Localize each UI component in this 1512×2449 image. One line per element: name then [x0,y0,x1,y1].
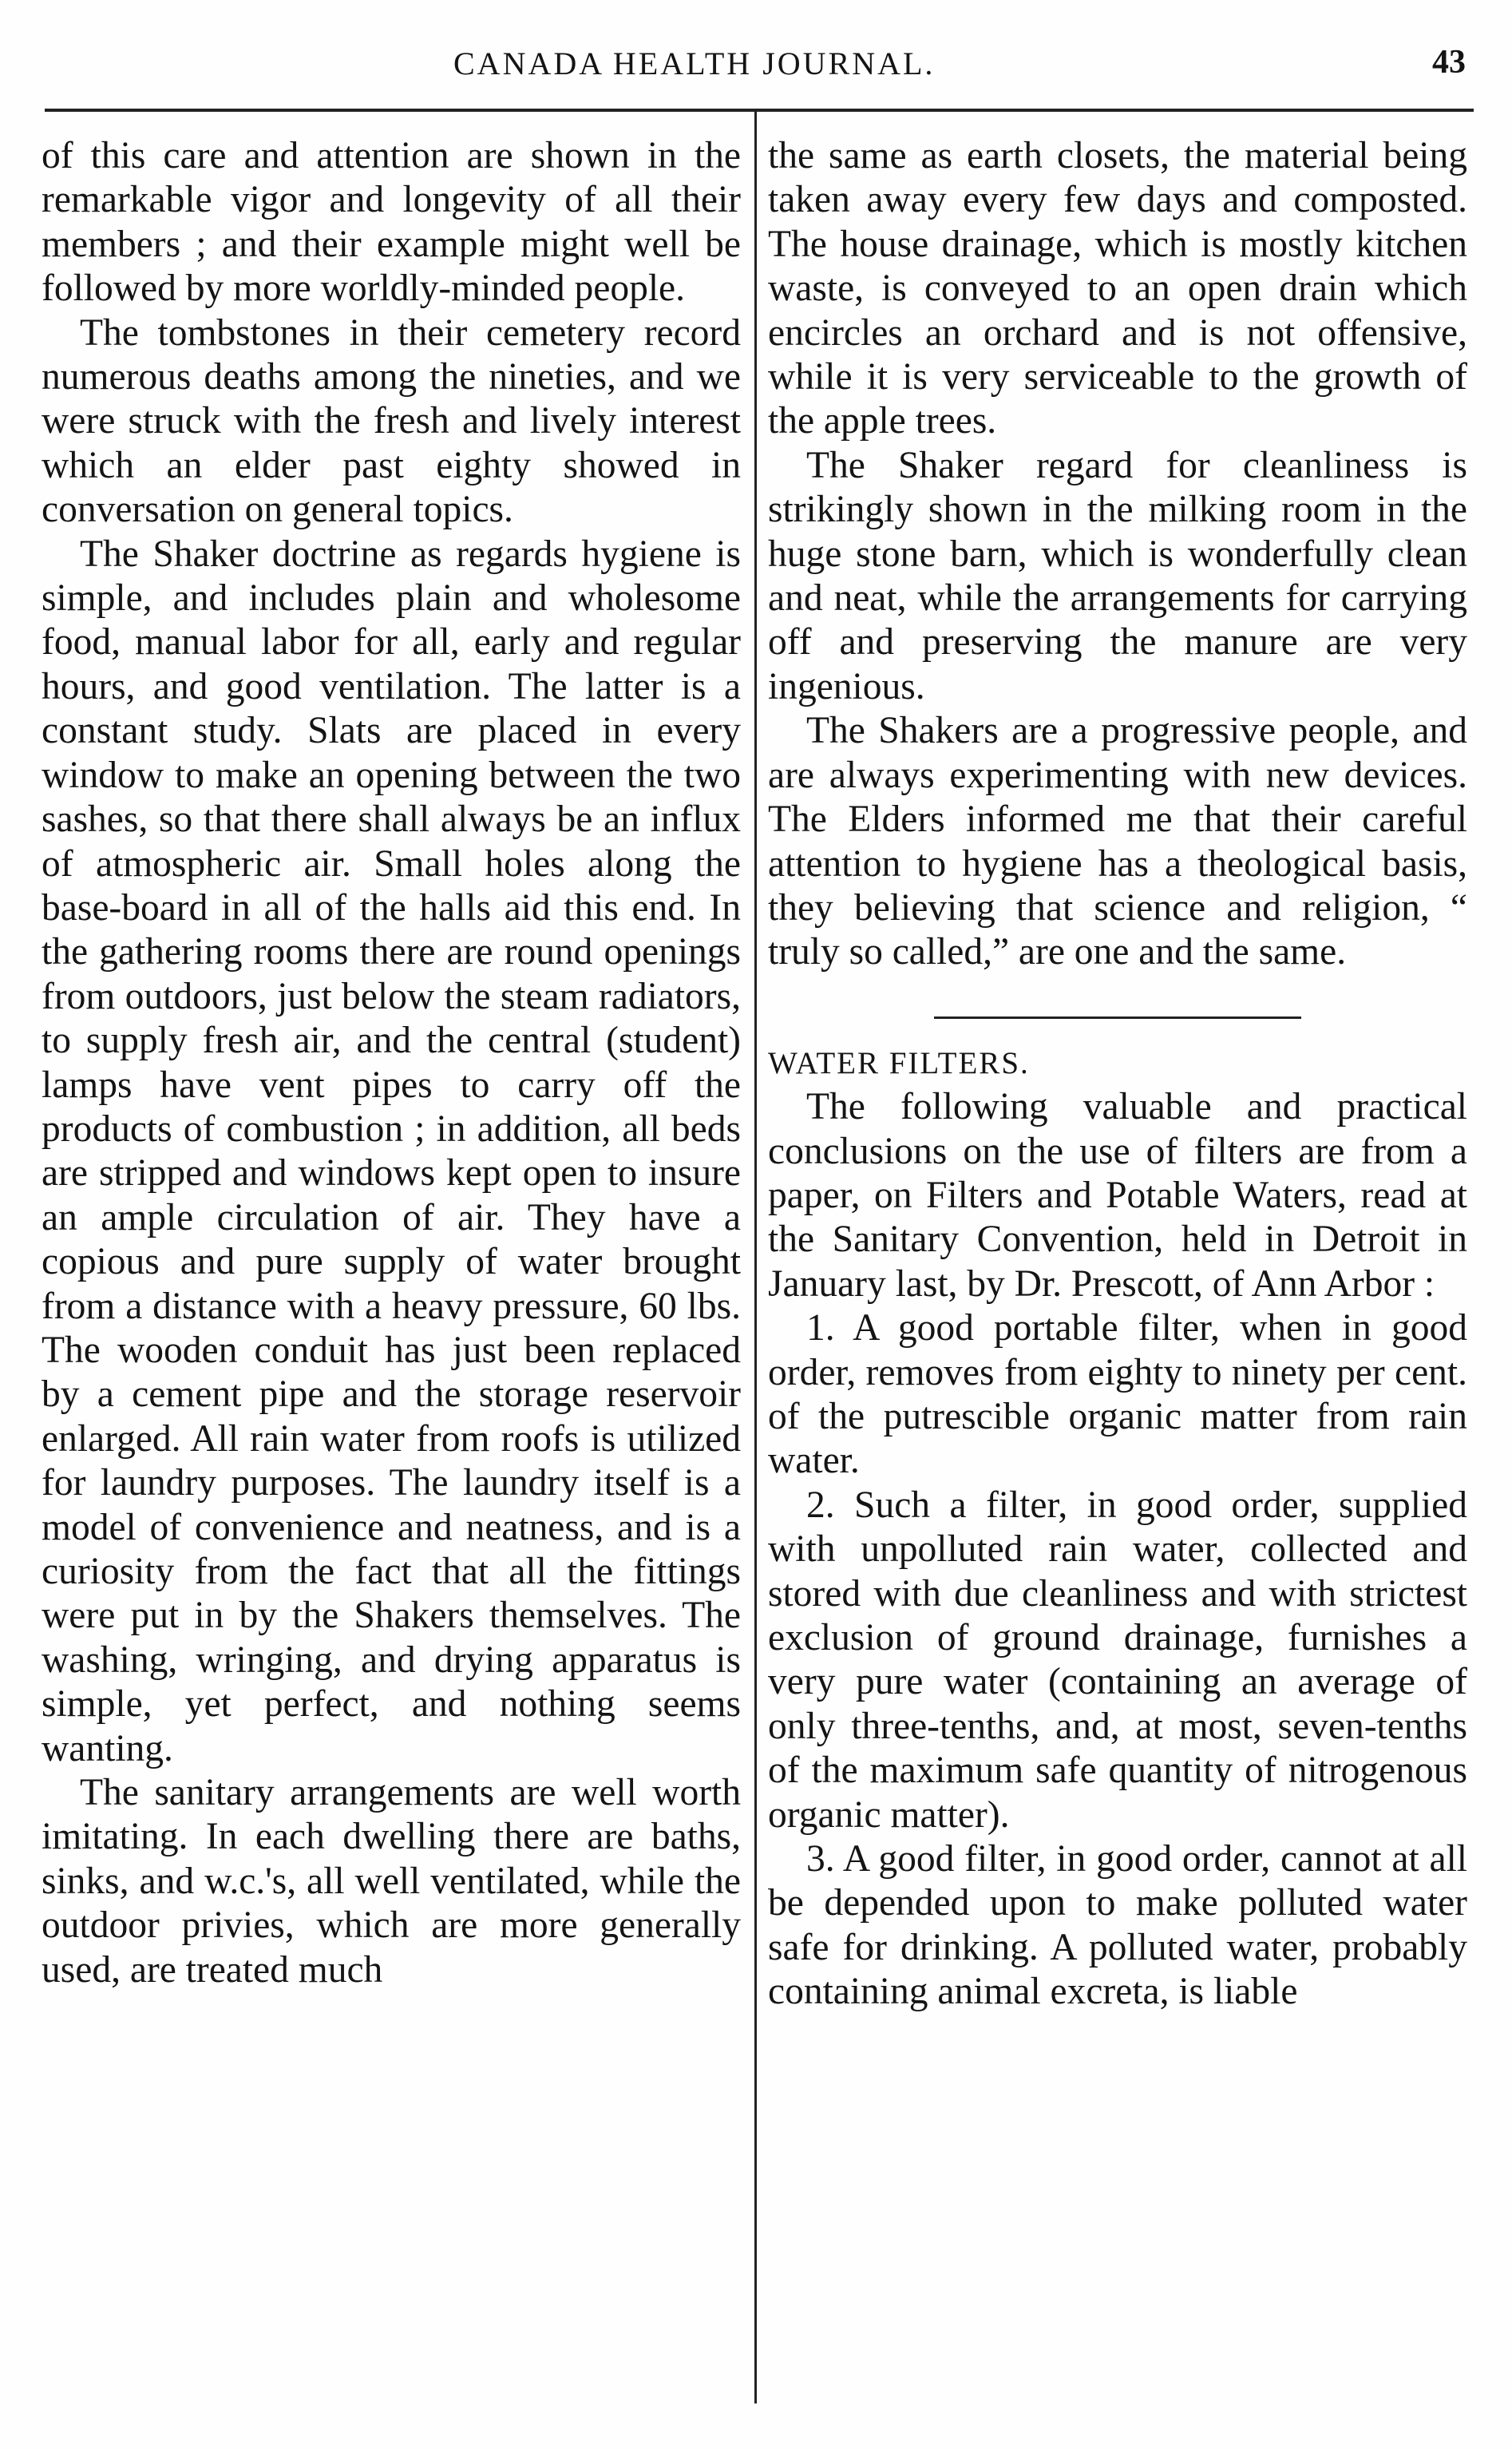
paragraph: The Shaker regard for cleanliness is strikingly shown in the milking room in the huge stone barn, which is wonderfully clean and neat, while the arrangements for carrying off and preserving the manure are very ingenious. [768,444,1467,707]
paragraph: The Shakers are a progressive people, and are always experimenting with new devices. The Elders informed me that their careful attention to hygiene has a theological basis, they believing that science and religion, “ truly so called,” are one and the same. [768,710,1467,973]
section-title: WATER FILTERS. [768,1045,1030,1080]
numbered-paragraph: 3. A good filter, in good order, cannot at all be depended upon to make polluted water safe for drinking. A polluted water, probably containing animal excreta, is liable [768,1838,1467,2013]
journal-title: CANADA HEALTH JOURNAL. [453,46,936,81]
numbered-paragraph: 1. A good portable filter, when in good order, removes from eighty to ninety per cent. of the putrescible organic matter from rain water. [768,1307,1467,1482]
header-rule [45,109,1474,112]
right-column [768,134,1467,2015]
column-divider [754,112,757,2403]
paragraph: of this care and attention are shown in the remarkable vigor and longevity of all their members ; and their example might well be followed by more worldly-minded people. [42,135,741,310]
paragraph: The sanitary arrangements are well worth imitating. In each dwelling there are baths, sinks, and w.c.'s, all well ventilated, while the outdoor privies, which are more generally used, are treated much [42,1772,741,1991]
paragraph: The Shaker doctrine as regards hygiene is simple, and includes plain and wholesome food, manual labor for all, early and regular hours, and good ventilation. The latter is a constant study. Slats are placed in every window to make an opening between the two sashes, so that there shall always be an influx of atmospheric air. Small holes along the base-board in all of the halls aid this end. In the gathering rooms there are round openings from outdoors, just below the steam radiators, to supply fresh air, and the central (student) lamps have vent pipes to carry off the products of combustion ; in addition, all beds are stripped and windows kept open to insure an ample circulation of air. They have a copious and pure supply of water brought from a distance with a heavy pressure, 60 lbs. The wooden conduit has just been replaced by a cement pipe and the storage reservoir enlarged. All rain water from roofs is utilized for laundry purposes. The laundry itself is a model of convenience and neatness, and is a curiosity from the fact that all the fittings were put in by the Shakers themselves. The washing, wringing, and drying apparatus is simple, yet perfect, and nothing seems wanting. [42,533,741,1769]
page-number: 43 [1432,44,1466,81]
left-column [42,134,741,1992]
running-head [0,42,1512,89]
section-rule [934,1016,1301,1019]
paragraph: the same as earth closets, the material being taken away every few days and composted. The house drainage, which is mostly kitchen waste, is conveyed to an open drain which encircles an orchard and is not offensive, while it is very serviceable to the growth of the apple trees. [768,135,1467,442]
paragraph: The following valuable and practical conclusions on the use of filters are from a paper, on Filters and Potable Waters, read at the Sanitary Convention, held in Detroit in January last, by Dr. Prescott, of Ann Arbor : [768,1086,1467,1305]
numbered-paragraph: 2. Such a filter, in good order, supplied with unpolluted rain water, collected and stored with due cleanliness and with strictest exclusion of ground drainage, furnishes a very pure water (containing an average of only three-tenths, and, at most, seven-tenths of the maximum safe quantity of nitrogenous organic matter). [768,1484,1467,1836]
paragraph: The tombstones in their cemetery record numerous deaths among the nineties, and we were struck with the fresh and lively interest which an elder past eighty showed in conversation on general topics. [42,311,741,531]
